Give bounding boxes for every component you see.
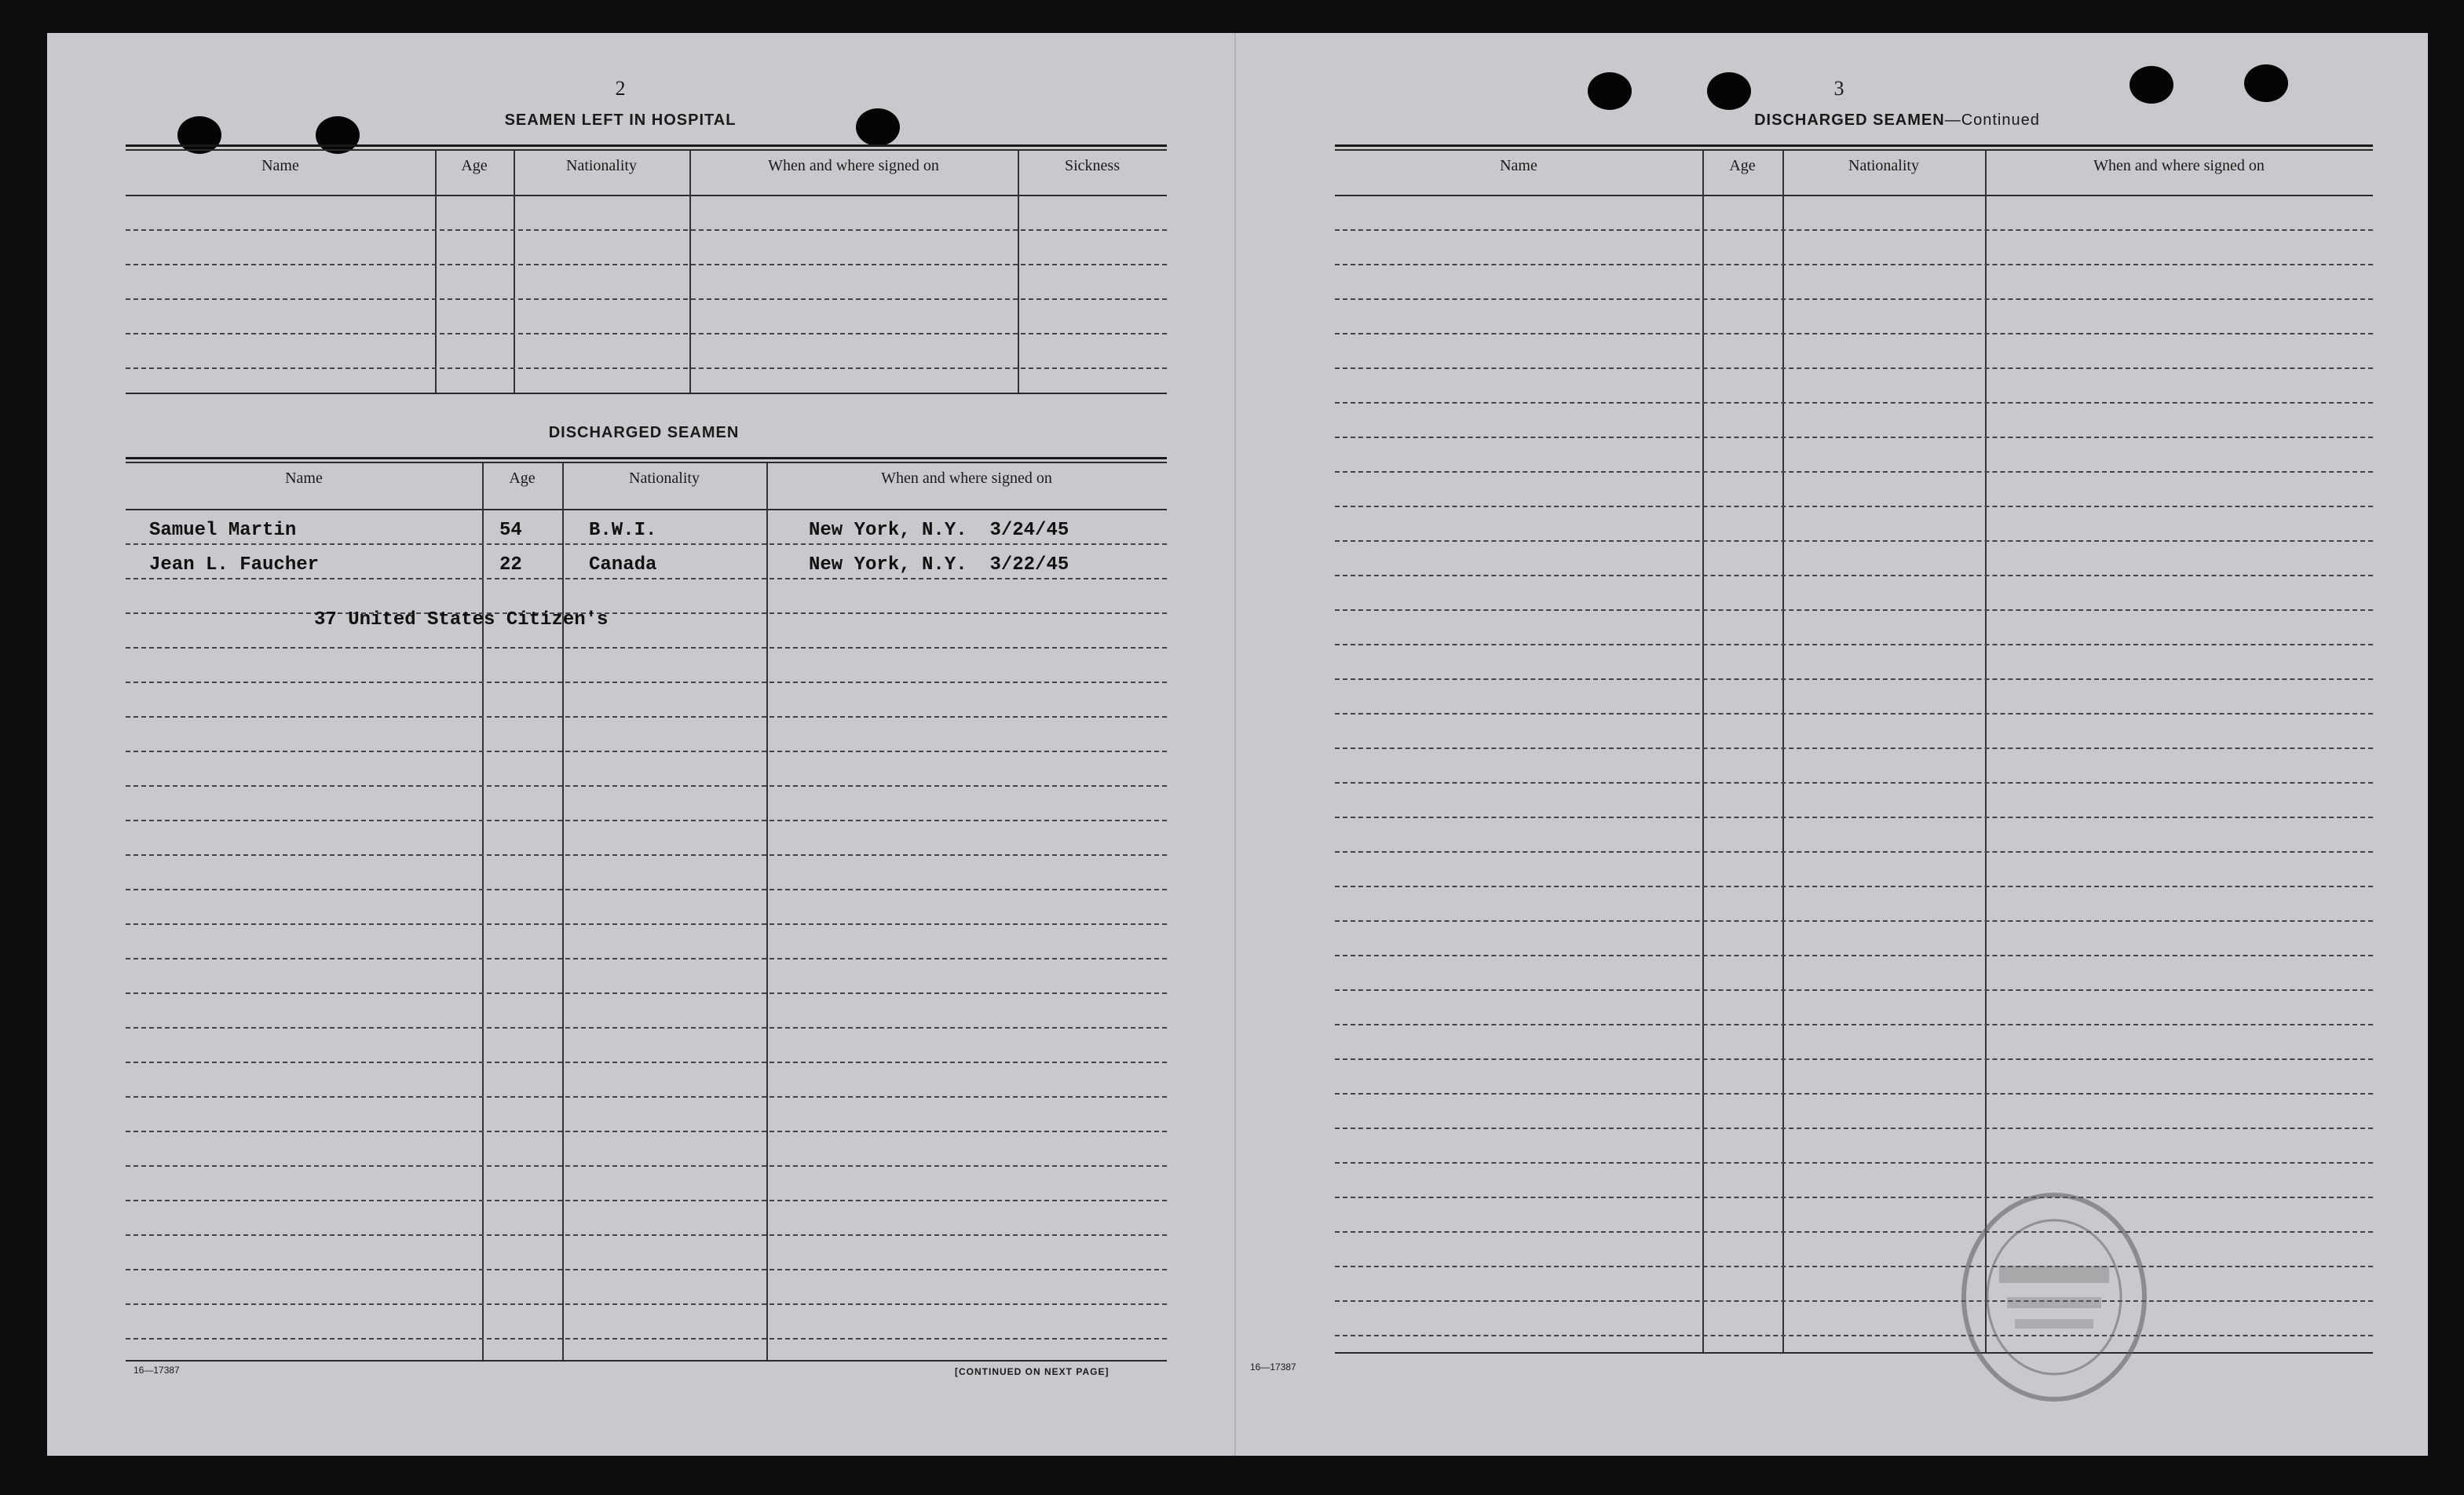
- ruled-line: [126, 1303, 1167, 1305]
- table-top-rule: [126, 144, 1167, 147]
- punch-hole: [177, 116, 221, 154]
- ruled-line: [1335, 644, 2373, 645]
- seaman-signed-on: New York, N.Y. 3/24/45: [809, 520, 1069, 541]
- ruled-line: [126, 1131, 1167, 1132]
- ruled-line: [126, 716, 1167, 718]
- ruled-line: [126, 1062, 1167, 1063]
- ruled-line: [126, 682, 1167, 683]
- ruled-line: [126, 785, 1167, 787]
- column-header: Age: [461, 157, 488, 174]
- ruled-line: [1335, 1128, 2373, 1129]
- ruled-line: [1335, 264, 2373, 265]
- table-top-rule: [126, 457, 1167, 459]
- punch-hole: [1707, 72, 1751, 110]
- ruled-line: [1335, 1058, 2373, 1060]
- ruled-line: [126, 1338, 1167, 1340]
- ruled-line: [1335, 1093, 2373, 1095]
- column-header: Name: [1500, 157, 1537, 174]
- form-number: 16—17387: [133, 1365, 180, 1376]
- ruled-line: [1335, 1024, 2373, 1025]
- page-number: 3: [1833, 77, 1844, 100]
- column-header: Age: [509, 470, 536, 487]
- column-divider: [514, 151, 515, 393]
- table-bottom-rule: [126, 1360, 1167, 1362]
- punch-hole: [2129, 66, 2173, 104]
- ruled-line: [1335, 1300, 2373, 1302]
- ruled-line: [1335, 920, 2373, 922]
- ruled-line: [1335, 506, 2373, 507]
- table-top-rule: [1335, 144, 2373, 147]
- ruled-line: [126, 820, 1167, 821]
- hospital-section-title: SEAMEN LEFT IN HOSPITAL: [504, 111, 737, 129]
- column-header: Nationality: [566, 157, 637, 174]
- ruled-line: [126, 264, 1167, 265]
- column-header: When and where signed on: [881, 470, 1052, 487]
- column-divider: [766, 463, 768, 1360]
- seaman-signed-on: New York, N.Y. 3/22/45: [809, 554, 1069, 576]
- ruled-line: [126, 229, 1167, 231]
- ruled-line: [1335, 1197, 2373, 1198]
- seaman-nationality: B.W.I.: [589, 520, 657, 541]
- ruled-line: [1335, 471, 2373, 473]
- ruled-line: [1335, 1266, 2373, 1267]
- table-top-rule: [1335, 149, 2373, 151]
- ruled-line: [1335, 609, 2373, 611]
- title-suffix: —Continued: [1944, 111, 2040, 129]
- ruled-line: [1335, 817, 2373, 818]
- right-page: [1237, 33, 2428, 1456]
- header-rule: [1335, 195, 2373, 196]
- ruled-line: [1335, 1335, 2373, 1336]
- ruled-line: [126, 751, 1167, 752]
- page-fold: [1234, 33, 1236, 1456]
- ruled-line: [126, 367, 1167, 369]
- ruled-line: [126, 1165, 1167, 1167]
- ruled-line: [126, 992, 1167, 994]
- ruled-line: [1335, 229, 2373, 231]
- ruled-line: [1335, 886, 2373, 887]
- document-sheet: [47, 33, 2428, 1456]
- ruled-line: [126, 612, 1167, 614]
- ruled-line: [126, 298, 1167, 300]
- column-header: Nationality: [1848, 157, 1919, 174]
- column-header: Age: [1729, 157, 1756, 174]
- header-rule: [126, 509, 1167, 510]
- header-rule: [126, 195, 1167, 196]
- ruled-line: [126, 1200, 1167, 1201]
- column-header: Name: [261, 157, 299, 174]
- ruled-line: [1335, 1231, 2373, 1233]
- ruled-line: [126, 543, 1167, 545]
- form-number: 16—17387: [1250, 1362, 1296, 1373]
- ruled-line: [1335, 851, 2373, 853]
- ruled-line: [126, 923, 1167, 925]
- ruled-line: [1335, 402, 2373, 404]
- citizens-note: 37 United States Citizen's: [314, 609, 609, 631]
- page-number: 2: [615, 77, 626, 100]
- ruled-line: [126, 333, 1167, 334]
- seaman-age: 22: [499, 554, 522, 576]
- seaman-age: 54: [499, 520, 522, 541]
- table-bottom-rule: [1335, 1352, 2373, 1354]
- column-divider: [562, 463, 564, 1360]
- column-divider: [482, 463, 484, 1360]
- ruled-line: [1335, 437, 2373, 438]
- punch-hole: [2244, 64, 2288, 102]
- ruled-line: [1335, 989, 2373, 991]
- punch-hole: [1588, 72, 1632, 110]
- punch-hole: [316, 116, 360, 154]
- continued-note: [CONTINUED ON NEXT PAGE]: [955, 1366, 1110, 1377]
- ruled-line: [1335, 540, 2373, 542]
- column-divider: [1782, 151, 1784, 1352]
- column-divider: [1702, 151, 1704, 1352]
- table-bottom-rule: [126, 393, 1167, 394]
- seaman-name: Samuel Martin: [149, 520, 297, 541]
- ruled-line: [1335, 575, 2373, 576]
- ruled-line: [126, 1234, 1167, 1236]
- discharged-section-title: DISCHARGED SEAMEN: [548, 424, 740, 441]
- ruled-line: [126, 1096, 1167, 1098]
- column-header: Sickness: [1065, 157, 1120, 174]
- official-stamp-seal: [1944, 1179, 2164, 1415]
- ruled-line: [126, 578, 1167, 579]
- seaman-name: Jean L. Faucher: [149, 554, 320, 576]
- column-divider: [435, 151, 437, 393]
- ruled-line: [1335, 713, 2373, 715]
- column-header: Name: [285, 470, 323, 487]
- ruled-line: [1335, 367, 2373, 369]
- ruled-line: [126, 1269, 1167, 1270]
- table-top-rule: [126, 149, 1167, 151]
- ruled-line: [126, 1027, 1167, 1029]
- seaman-nationality: Canada: [589, 554, 657, 576]
- continued-section-title: [1662, 111, 2133, 130]
- column-header: Nationality: [629, 470, 700, 487]
- column-header: When and where signed on: [768, 157, 939, 174]
- left-page: [47, 33, 1234, 1456]
- column-divider: [1018, 151, 1019, 393]
- ruled-line: [1335, 298, 2373, 300]
- column-divider: [689, 151, 691, 393]
- column-divider: [1985, 151, 1987, 1352]
- ruled-line: [1335, 782, 2373, 784]
- ruled-line: [126, 854, 1167, 856]
- ruled-line: [1335, 333, 2373, 334]
- title-main: DISCHARGED SEAMEN: [1754, 111, 1945, 129]
- ruled-line: [126, 647, 1167, 649]
- table-top-rule: [126, 462, 1167, 463]
- ruled-line: [1335, 748, 2373, 749]
- punch-hole: [856, 108, 900, 146]
- ruled-line: [126, 958, 1167, 960]
- column-header: When and where signed on: [2093, 157, 2265, 174]
- ruled-line: [126, 889, 1167, 890]
- ruled-line: [1335, 1162, 2373, 1164]
- ruled-line: [1335, 955, 2373, 956]
- ruled-line: [1335, 678, 2373, 680]
